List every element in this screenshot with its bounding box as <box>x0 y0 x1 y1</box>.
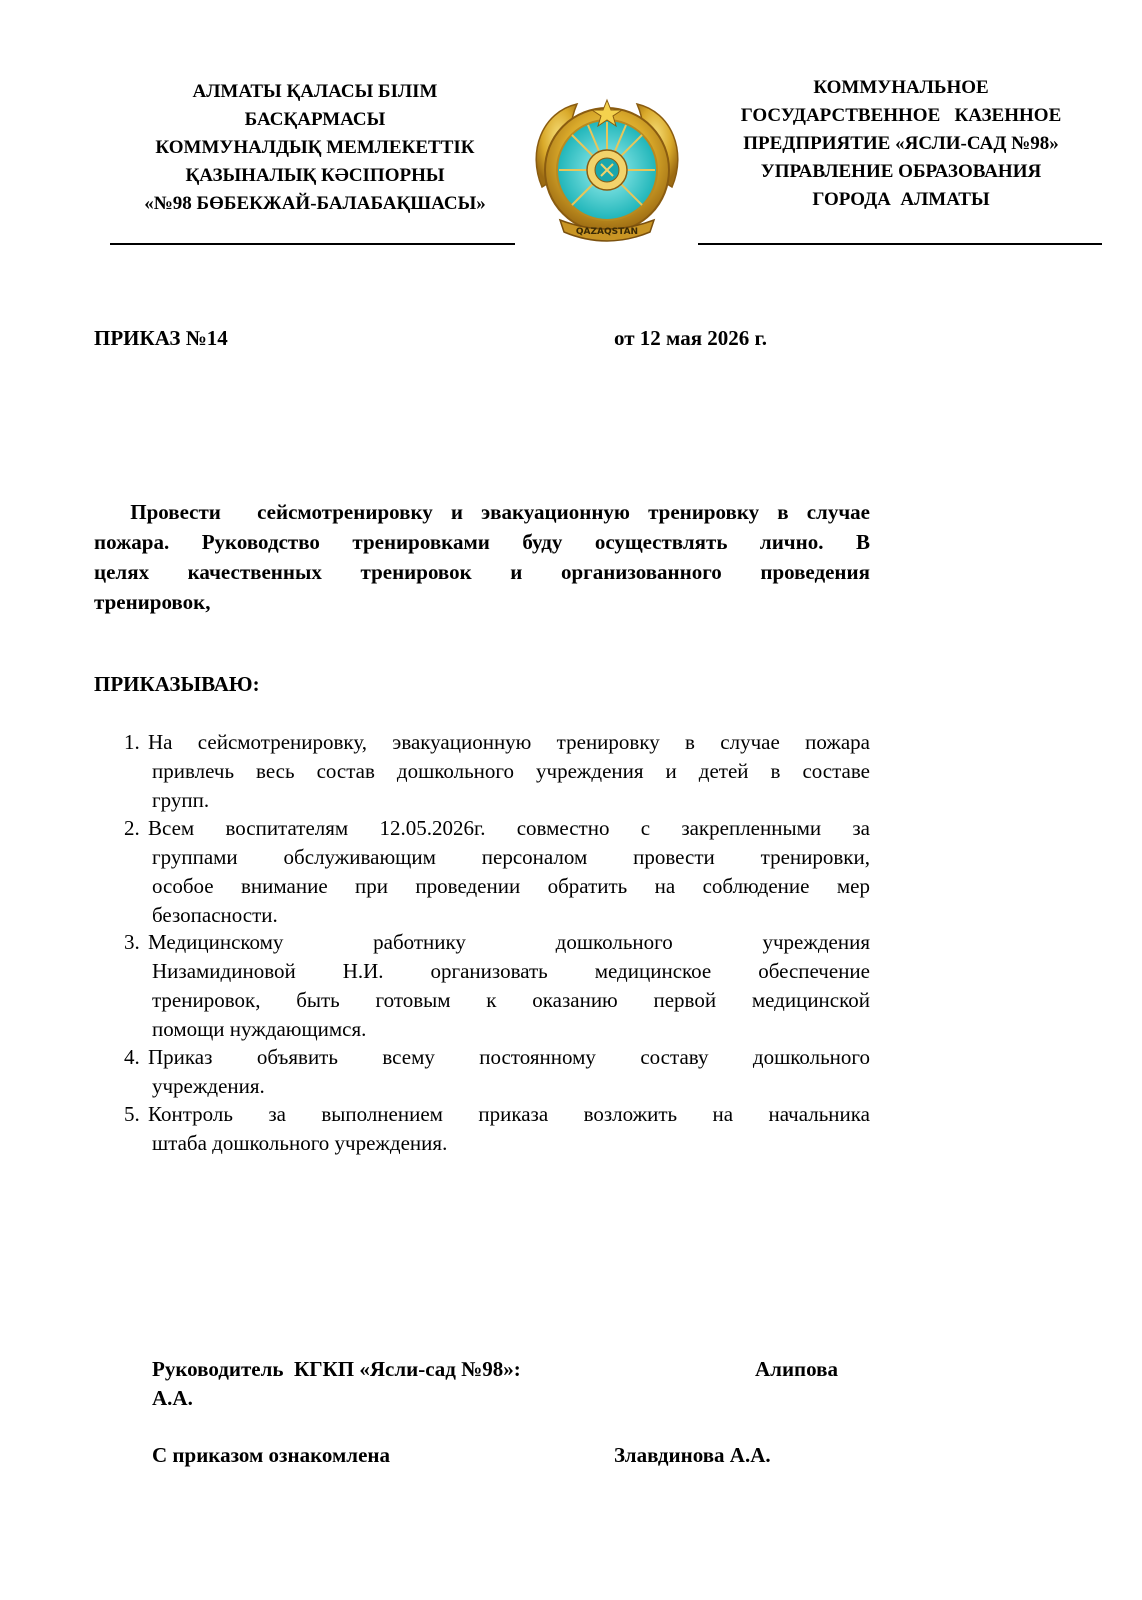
list-item-line: Приказ объявить всему постоянному составу дошкольного <box>148 1045 870 1069</box>
head-title: Руководитель КГКП «Ясли-сад №98»: <box>152 1357 521 1381</box>
preamble-line: тренировок, <box>94 590 211 614</box>
list-item-line: особое внимание при проведении обратить на соблюдение мер <box>152 874 870 898</box>
state-emblem <box>522 92 692 252</box>
list-item-number: 1. <box>124 730 140 754</box>
preamble <box>94 497 870 617</box>
state-emblem-icon <box>522 92 692 252</box>
header-right-rule <box>698 243 1102 245</box>
header-left-line: КОММУНАЛДЫҚ МЕМЛЕКЕТТІК <box>155 137 475 158</box>
order-date: от 12 мая 2026 г. <box>614 326 767 350</box>
list-item-line: Контроль за выполнением приказа возложить на начальника <box>148 1102 870 1126</box>
order-items <box>94 728 870 1168</box>
list-item-line: тренировок, быть готовым к оказанию первой медицинской <box>152 988 870 1012</box>
header-right-line: УПРАВЛЕНИЕ ОБРАЗОВАНИЯ <box>760 161 1042 182</box>
header-left-line: АЛМАТЫ ҚАЛАСЫ БІЛІМ <box>192 81 438 102</box>
header-left-line: ҚАЗЫНАЛЫҚ КӘСІПОРНЫ <box>185 165 445 186</box>
header-left-line: «№98 БӨБЕКЖАЙ-БАЛАБАҚШАСЫ» <box>144 193 486 214</box>
list-item <box>94 1043 870 1101</box>
list-item-line: На сейсмотренировку, эвакуационную тренировку в случае пожара <box>148 730 870 754</box>
list-item-line: Медицинскому работнику дошкольного учреждения <box>148 930 870 954</box>
decree-heading: ПРИКАЗЫВАЮ: <box>94 672 260 696</box>
list-item-number: 4. <box>124 1045 140 1069</box>
preamble-line: пожара. Руководство тренировками буду осуществлять лично. В <box>94 530 870 554</box>
preamble-line: целях качественных тренировок и организованного проведения <box>94 560 870 584</box>
header-right-line: КОММУНАЛЬНОЕ <box>813 77 989 98</box>
list-item-line: Всем воспитателям 12.05.2026г. совместно с закрепленными за <box>148 816 870 840</box>
head-name: Алипова <box>755 1357 838 1381</box>
header-left-rule <box>110 243 515 245</box>
list-item-number: 3. <box>124 930 140 954</box>
order-number: ПРИКАЗ №14 <box>94 326 228 350</box>
acknowledgement-label: С приказом ознакомлена <box>152 1443 391 1467</box>
list-item-line: безопасности. <box>152 903 278 927</box>
header-right <box>714 74 1088 214</box>
acknowledgement-name: Злавдинова А.А. <box>614 1443 771 1467</box>
header-right-line: ГОРОДА АЛМАТЫ <box>812 189 990 210</box>
list-item <box>94 814 870 930</box>
header-left-line: БАСҚАРМАСЫ <box>244 109 386 130</box>
list-item-number: 2. <box>124 816 140 840</box>
list-item-line: помощи нуждающимся. <box>152 1017 367 1041</box>
header-left <box>100 78 530 218</box>
list-item <box>94 728 870 815</box>
list-item <box>94 1100 870 1158</box>
list-item-line: Низамидиновой Н.И. организовать медицинское обеспечение <box>152 959 870 983</box>
list-item-line: привлечь весь состав дошкольного учреждения и детей в составе <box>152 759 870 783</box>
list-item <box>94 928 870 1044</box>
head-name-initials: А.А. <box>152 1386 193 1410</box>
list-item-line: группами обслуживающим персоналом провести тренировки, <box>152 845 870 869</box>
emblem-ribbon-text: QAZAQSTAN <box>575 227 639 237</box>
list-item-line: групп. <box>152 788 210 812</box>
header-right-line: ГОСУДАРСТВЕННОЕ КАЗЕННОЕ <box>740 105 1062 126</box>
list-item-line: учреждения. <box>152 1074 265 1098</box>
list-item-line: штаба дошкольного учреждения. <box>152 1131 448 1155</box>
header-right-line: ПРЕДПРИЯТИЕ «ЯСЛИ-САД №98» <box>743 133 1059 154</box>
list-item-number: 5. <box>124 1102 140 1126</box>
preamble-line: Провести сейсмотренировку и эвакуационную тренировку в случае <box>94 500 870 524</box>
